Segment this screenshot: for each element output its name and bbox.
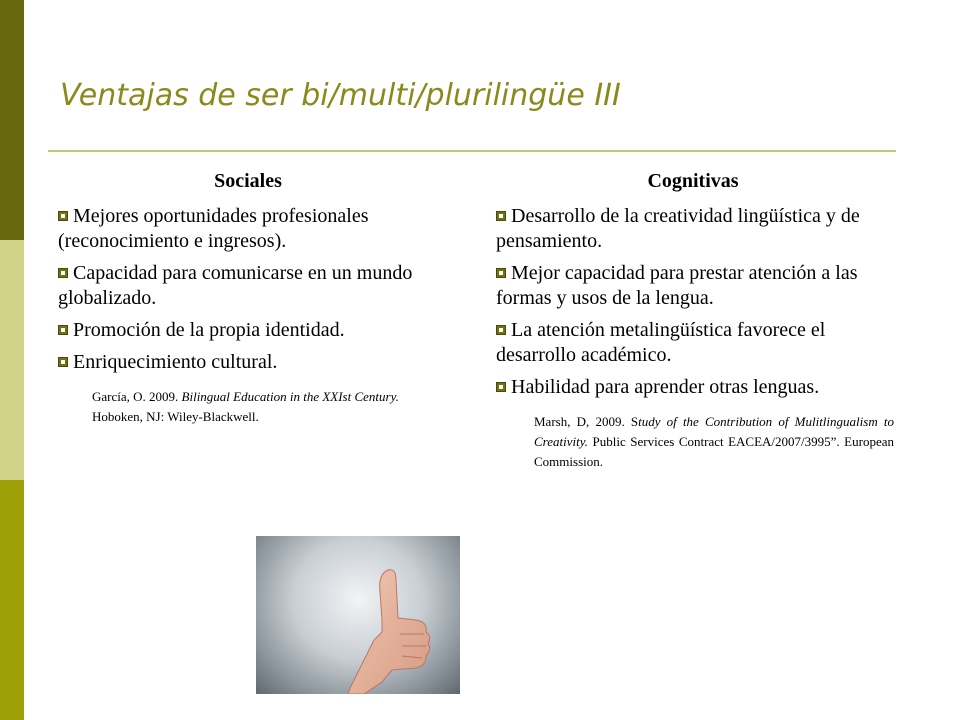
column-cognitivas <box>496 168 900 472</box>
square-bullet-icon <box>496 268 506 278</box>
column-heading-sociales: Sociales <box>214 170 282 192</box>
list-item: Enriquecimiento cultural. <box>58 350 458 375</box>
list-item: Habilidad para aprender otras lenguas. <box>496 375 900 400</box>
column-sociales <box>58 168 458 427</box>
reference-citation-garcia: García, O. 2009. Bilingual Education in the XXIst Century. Hoboken, NJ: Wiley-Blackwell. <box>92 389 399 424</box>
sidebar-band-top <box>0 0 24 240</box>
slide-title: Ventajas de ser bi/multi/plurilingüe III <box>60 78 621 113</box>
bullet-list-sociales <box>58 204 458 375</box>
square-bullet-icon <box>58 211 68 221</box>
list-item: Desarrollo de la creatividad lingüística y de pensamiento. <box>496 205 860 252</box>
square-bullet-icon <box>496 211 506 221</box>
list-item: Capacidad para comunicarse en un mundo globalizado. <box>58 262 413 309</box>
list-item: Mejores oportunidades profesionales (reconocimiento e ingresos). <box>58 205 369 252</box>
reference-citation-marsh: Marsh, D, 2009. Study of the Contribution of Mulitlingualism to Creativity. Public Services Contract EACEA/2007/3995”. European Commission. <box>534 414 894 469</box>
square-bullet-icon <box>496 382 506 392</box>
list-item: Promoción de la propia identidad. <box>58 318 458 343</box>
square-bullet-icon <box>58 357 68 367</box>
thumbs-up-icon <box>256 536 460 694</box>
sidebar-band-middle <box>0 240 24 480</box>
square-bullet-icon <box>58 268 68 278</box>
thumbs-up-photo <box>256 536 460 694</box>
sidebar-band-bottom <box>0 480 24 720</box>
bullet-list-cognitivas <box>496 204 900 400</box>
square-bullet-icon <box>496 325 506 335</box>
title-divider <box>48 150 896 152</box>
list-item: Mejor capacidad para prestar atención a las formas y usos de la lengua. <box>496 262 858 309</box>
list-item: La atención metalingüística favorece el desarrollo académico. <box>496 319 826 366</box>
column-heading-cognitivas: Cognitivas <box>647 170 739 192</box>
square-bullet-icon <box>58 325 68 335</box>
